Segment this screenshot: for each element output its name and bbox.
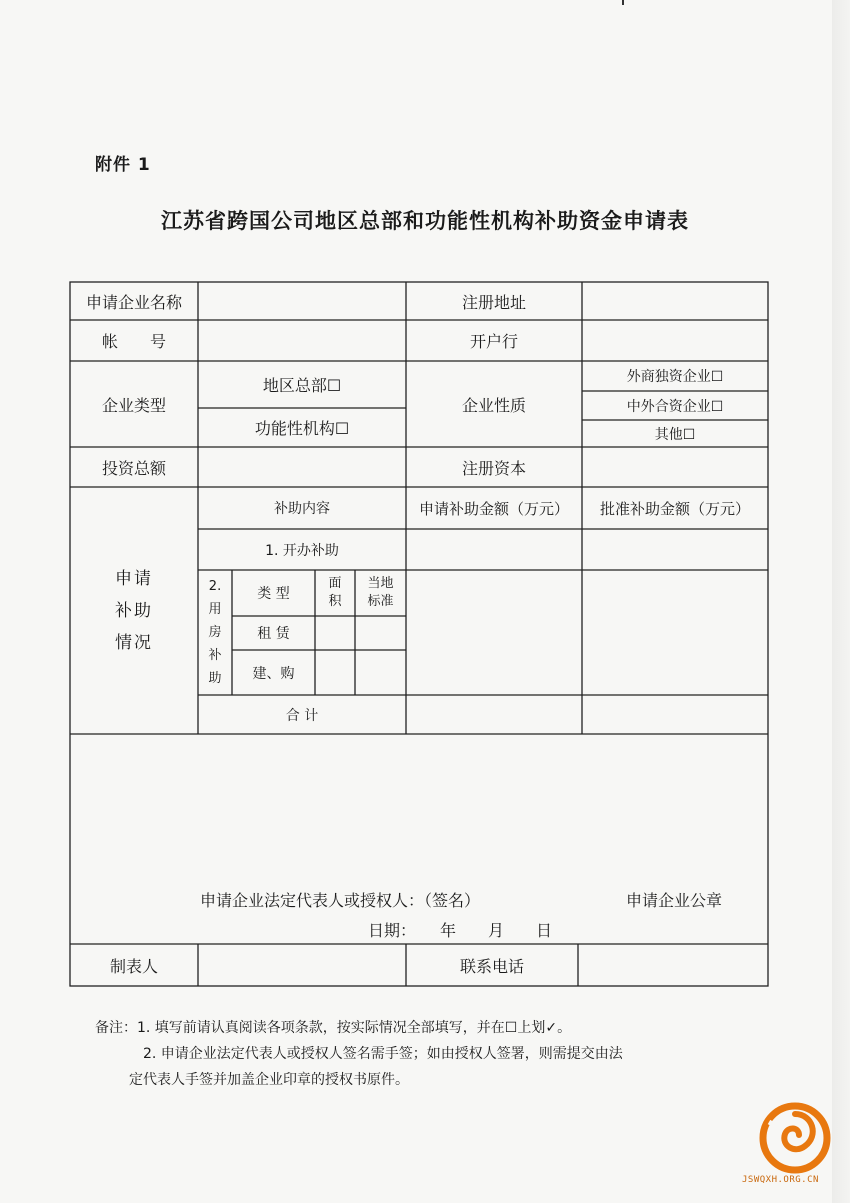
watermark-site-text: JSWQXH.ORG.CN [742,1175,819,1185]
apply-section-label [70,487,198,734]
item-housing-subsidy [198,570,232,695]
watermark-logo-icon [755,1100,835,1175]
nature-jv-checkbox[interactable]: 中外合资企业☐ [626,398,724,415]
nature-other-checkbox[interactable]: 其他☐ [654,426,696,443]
note-line-3: 定代表人手签并加盖企业印章的授权书原件。 [129,1072,409,1088]
total-label: 合 计 [285,707,319,724]
reg-address-label: 注册地址 [461,292,526,312]
preparer-label: 制表人 [109,956,158,976]
housing-apply-field[interactable] [406,570,582,695]
total-approved-field[interactable] [582,695,768,734]
nature-foreign-checkbox[interactable]: 外商独资企业☐ [626,369,724,385]
notes [95,1015,623,1093]
note-line-1: 备注：1. 填写前请认真阅读各项条款，按实际情况全部填写，并在☐上划✓。 [95,1020,572,1036]
account-label: 帐 号 [101,332,166,351]
company-name-field[interactable] [198,282,406,320]
subsidy-content-label: 补助内容 [274,501,330,517]
phone-field[interactable] [578,944,768,986]
type-hq-checkbox[interactable]: 地区总部☐ [262,376,342,395]
company-type-label: 企业类型 [101,395,166,415]
apply-amount-label: 申请补助金额（万元） [418,499,569,518]
col-local-std-label [355,570,406,616]
apply-section-text: 申请补助情况 [115,568,153,653]
nature-label: 企业性质 [461,395,526,415]
reg-capital-label: 注册资本 [461,458,526,478]
buy-label: 建、购 [252,665,295,682]
preparer-field[interactable] [198,944,406,986]
type-func-checkbox[interactable]: 功能性机构☐ [254,419,350,438]
col-local-std-text: 当地标准 [367,576,394,609]
col-type-label: 类 型 [257,586,290,602]
col-area-label [315,570,355,616]
invest-field[interactable] [198,447,406,487]
account-field[interactable] [198,320,406,361]
rent-label: 租 赁 [257,626,290,642]
approved-amount-label: 批准补助金额（万元） [599,499,750,518]
reg-capital-field[interactable] [582,447,768,487]
total-apply-field[interactable] [406,695,582,734]
page-title: 江苏省跨国公司地区总部和功能性机构补助资金申请表 [161,209,689,233]
col-area-text: 面积 [328,576,342,609]
housing-subsidy-text: 2.用房补助 [208,579,222,686]
housing-approved-field[interactable] [582,570,768,695]
attachment-label: 附件 1 [95,155,151,175]
company-name-label: 申请企业名称 [85,292,182,312]
note-line-2: 2. 申请企业法定代表人或授权人签名需手签；如由授权人签署，则需提交由法 [143,1046,623,1062]
bank-label: 开户行 [469,332,518,351]
signature-line: 申请企业法定代表人或授权人：（签名） [200,890,481,910]
opening-apply-field[interactable] [406,529,582,570]
phone-label: 联系电话 [459,956,524,976]
bank-field[interactable] [582,320,768,361]
date-line: 日期： 年 月 日 [368,920,553,940]
seal-label: 申请企业公章 [626,890,723,910]
item-opening-subsidy: 1. 开办补助 [265,542,339,559]
invest-label: 投资总额 [101,458,166,478]
reg-address-field[interactable] [582,282,768,320]
opening-approved-field[interactable] [582,529,768,570]
